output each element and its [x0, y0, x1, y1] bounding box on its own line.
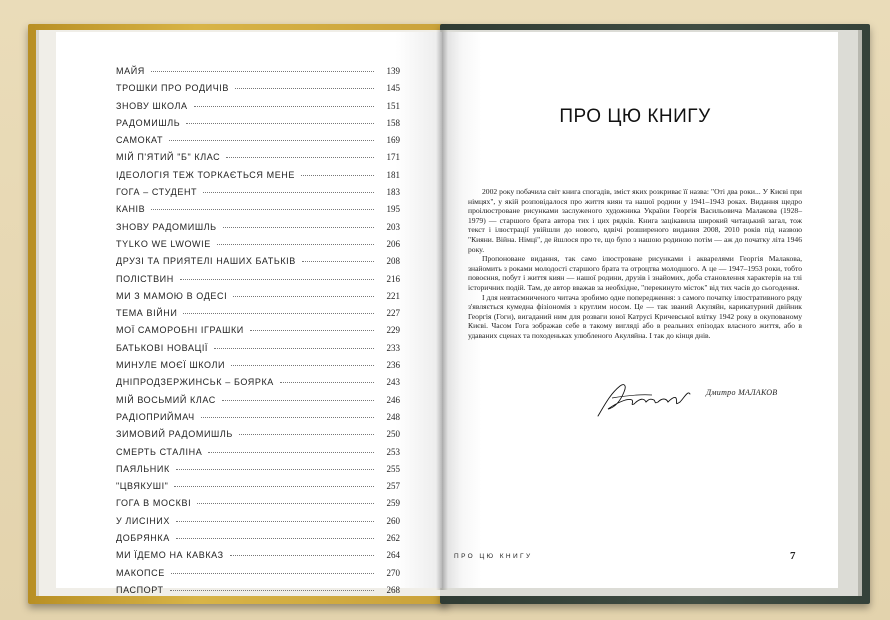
toc-dot-leader: [197, 503, 374, 504]
toc-entry-page: 183: [386, 187, 400, 198]
toc-dot-leader: [169, 140, 374, 141]
toc-dot-leader: [222, 400, 374, 401]
toc-dot-leader: [217, 244, 374, 245]
toc-entry-page: 270: [386, 567, 400, 578]
toc-entry-page: 248: [386, 411, 400, 422]
toc-dot-leader: [151, 209, 374, 210]
toc-entry: [116, 481, 400, 498]
toc-entry-title: У ЛИСІНИХ: [116, 515, 170, 526]
toc-entry-page: 181: [386, 169, 400, 180]
toc-entry-page: 229: [386, 325, 400, 336]
intro-paragraph: І для невтаємниченого читача зробимо одне попередження: з самого початку ілюстративного ряду з'являється кумедна фізіономія з круглим носом. Це — так званий Акуляйн, карикатурний двійник Георгія (Гоги), вигаданий ним для розваги юної Катрусі Кричевської влітку 1942 року в окупованому Києві. Часом Гога зображав себе в такому вигляді або в реальних епізодах власного життя, або в удаваних сценах та походеньках улюбленого Акуляйна. І так до кінця днів.: [468, 292, 802, 340]
toc-entry: [116, 291, 400, 308]
toc-entry-page: 259: [386, 498, 400, 509]
book-intro-text: [468, 187, 802, 341]
toc-entry: [116, 135, 400, 152]
author-name: Дмитро МАЛАКОВ: [706, 388, 778, 397]
toc-entry-page: 246: [386, 394, 400, 405]
toc-entry: [116, 360, 400, 377]
toc-dot-leader: [226, 157, 374, 158]
toc-dot-leader: [176, 469, 374, 470]
toc-dot-leader: [301, 175, 374, 176]
toc-entry-title: МІЙ ВОСЬМИЙ КЛАС: [116, 394, 216, 405]
toc-entry: [116, 498, 400, 515]
toc-entry-page: 203: [386, 221, 400, 232]
toc-entry-page: 145: [386, 83, 400, 94]
toc-entry-title: МИ ЇДЕМО НА КАВКАЗ: [116, 550, 224, 561]
toc-dot-leader: [208, 452, 374, 453]
toc-dot-leader: [171, 573, 374, 574]
toc-entry: [116, 325, 400, 342]
toc-entry-title: МОЇ САМОРОБНІ ІГРАШКИ: [116, 325, 244, 336]
toc-entry-page: 139: [386, 66, 400, 76]
toc-entry: [116, 533, 400, 550]
toc-entry-title: TYLKO WE LWOWIE: [116, 238, 211, 249]
toc-entry-page: 260: [386, 515, 400, 526]
toc-entry-title: МІЙ П'ЯТИЙ "Б" КЛАС: [116, 152, 221, 163]
toc-dot-leader: [183, 313, 374, 314]
toc-entry: [116, 585, 400, 602]
toc-dot-leader: [186, 123, 374, 124]
toc-entry-page: 216: [386, 273, 400, 284]
toc-entry-page: 233: [386, 342, 400, 353]
toc-entry-page: 253: [386, 446, 400, 457]
author-signature: [594, 376, 698, 420]
toc-entry: [116, 204, 400, 221]
toc-entry-page: 221: [386, 290, 400, 301]
toc-entry-title: СМЕРТЬ СТАЛІНА: [116, 446, 203, 457]
toc-entry-title: ДОБРЯНКА: [116, 533, 170, 544]
toc-entry: [116, 568, 400, 585]
toc-entry-title: ГОГА В МОСКВІ: [116, 498, 192, 509]
toc-entry-page: 262: [386, 533, 400, 544]
toc-entry-page: 169: [386, 135, 400, 146]
toc-dot-leader: [233, 296, 374, 297]
toc-entry: [116, 101, 400, 118]
toc-entry: [116, 170, 400, 187]
toc-entry: [116, 239, 400, 256]
toc-entry: [116, 429, 400, 446]
toc-entry: [116, 66, 400, 83]
toc-dot-leader: [201, 417, 374, 418]
toc-dot-leader: [302, 261, 374, 262]
toc-dot-leader: [180, 279, 374, 280]
toc-entry-page: 195: [386, 204, 400, 215]
toc-entry-title: ЗНОВУ ШКОЛА: [116, 100, 188, 111]
toc-entry-page: 264: [386, 550, 400, 561]
toc-dot-leader: [214, 348, 374, 349]
toc-entry: [116, 464, 400, 481]
toc-entry: [116, 447, 400, 464]
toc-dot-leader: [231, 365, 374, 366]
toc-entry-title: МАКОПСЕ: [116, 567, 165, 578]
toc-entry-page: 208: [386, 256, 400, 267]
toc-dot-leader: [203, 192, 374, 193]
toc-entry-page: 250: [386, 429, 400, 440]
toc-entry: [116, 118, 400, 135]
toc-entry: [116, 308, 400, 325]
toc-entry-page: 255: [386, 463, 400, 474]
toc-entry-title: КАНІВ: [116, 204, 146, 215]
toc-entry-page: 158: [386, 117, 400, 128]
toc-entry-page: 206: [386, 238, 400, 249]
toc-entry: [116, 516, 400, 533]
toc-entry: [116, 256, 400, 273]
toc-entry: [116, 377, 400, 394]
toc-entry-page: 171: [386, 152, 400, 163]
toc-dot-leader: [174, 486, 374, 487]
toc-entry: [116, 187, 400, 204]
intro-paragraph: 2002 року побачила світ книга спогадів, зміст яких розкриває її назва: "Оті два роки... У Києві при німцях", у якій розповідалося про життя киян та нашої родини у 1941–1943 роках. Видання щедро проілюстроване рисунками заслуженого художника України Георгія Васильовича Малакова (1928–1979) — старшого брата автора тих і цих рядків. Книга зацікавила широкий читацький загал, тож текст і ілюстрації увійшли до нового, вдвічі розширеного видання 2008, 2010 років під назвою "Кияни. Війна. Німці", де йшлося про те, що було з нашою родиною потім — аж до початку літа 1946 року.: [468, 187, 802, 254]
toc-dot-leader: [239, 434, 374, 435]
toc-dot-leader: [250, 330, 374, 331]
toc-entry-title: "ЦВЯКУШІ": [116, 481, 169, 492]
toc-entry: [116, 343, 400, 360]
page-number: 7: [790, 550, 796, 562]
toc-entry-page: 227: [386, 308, 400, 319]
toc-entry-page: 243: [386, 377, 400, 388]
page-title: ПРО ЦЮ КНИГУ: [559, 106, 711, 127]
toc-entry-title: ЗНОВУ РАДОМИШЛЬ: [116, 221, 217, 232]
toc-entry-title: ДНІПРОДЗЕРЖИНСЬК – БОЯРКА: [116, 377, 274, 388]
toc-entry-title: РАДІОПРИЙМАЧ: [116, 411, 195, 422]
toc-dot-leader: [230, 555, 374, 556]
toc-dot-leader: [194, 106, 374, 107]
toc-entry-page: 268: [386, 584, 400, 595]
toc-dot-leader: [235, 88, 374, 89]
toc-entry-title: ПОЛІСТВИН: [116, 273, 174, 284]
toc-entry-title: ТЕМА ВІЙНИ: [116, 308, 178, 319]
toc-entry-title: ГОГА – СТУДЕНТ: [116, 187, 198, 198]
toc-dot-leader: [280, 382, 374, 383]
toc-entry-title: МИНУЛЕ МОЄЇ ШКОЛИ: [116, 360, 226, 371]
toc-entry-title: МАЙЯ: [116, 66, 145, 76]
toc-entry: [116, 412, 400, 429]
toc-entry-title: ТРОШКИ ПРО РОДИЧІВ: [116, 83, 230, 94]
toc-entry: [116, 222, 400, 239]
toc-entry-page: 236: [386, 360, 400, 371]
toc-entry: [116, 274, 400, 291]
toc-entry: [116, 152, 400, 169]
toc-dot-leader: [176, 538, 374, 539]
toc-entry-title: МИ З МАМОЮ В ОДЕСІ: [116, 290, 228, 301]
running-footer: ПРО ЦЮ КНИГУ: [454, 553, 533, 560]
toc-entry-title: БАТЬКОВІ НОВАЦІЇ: [116, 342, 209, 353]
toc-entry-title: САМОКАТ: [116, 135, 164, 146]
toc-entry-title: ІДЕОЛОГІЯ ТЕЖ ТОРКАЄТЬСЯ МЕНЕ: [116, 169, 296, 180]
toc-entry-title: ПАЯЛЬНИК: [116, 463, 170, 474]
toc-entry-page: 151: [386, 100, 400, 111]
book-gutter: [436, 30, 448, 590]
toc-entry: [116, 395, 400, 412]
toc-dot-leader: [223, 227, 374, 228]
toc-dot-leader: [170, 590, 374, 591]
toc-entry-title: ПАСПОРТ: [116, 584, 164, 595]
toc-dot-leader: [151, 71, 374, 72]
toc-entry: [116, 83, 400, 100]
toc-entry: [116, 550, 400, 567]
toc-dot-leader: [176, 521, 374, 522]
toc-entry-title: ЗИМОВИЙ РАДОМИШЛЬ: [116, 429, 233, 440]
intro-paragraph: Пропоноване видання, так само ілюстроване рисунками і акварелями Георгія Малакова, знайомить з роками молодості старшого брата та отроцтва молодшого. А це — 1947–1953 роки, тобто повоєння, побут і життя киян — нашої родини, друзів і знайомих, доба становлення характерів на тлі історичних подій. Там, де автор вважав за необхідне, "перекинуто місток" від тих часів до сьогодення.: [468, 254, 802, 292]
table-of-contents: [116, 66, 400, 602]
toc-entry-title: РАДОМИШЛЬ: [116, 117, 181, 128]
toc-entry-title: ДРУЗІ ТА ПРИЯТЕЛІ НАШИХ БАТЬКІВ: [116, 256, 296, 267]
toc-entry-page: 257: [386, 481, 400, 492]
